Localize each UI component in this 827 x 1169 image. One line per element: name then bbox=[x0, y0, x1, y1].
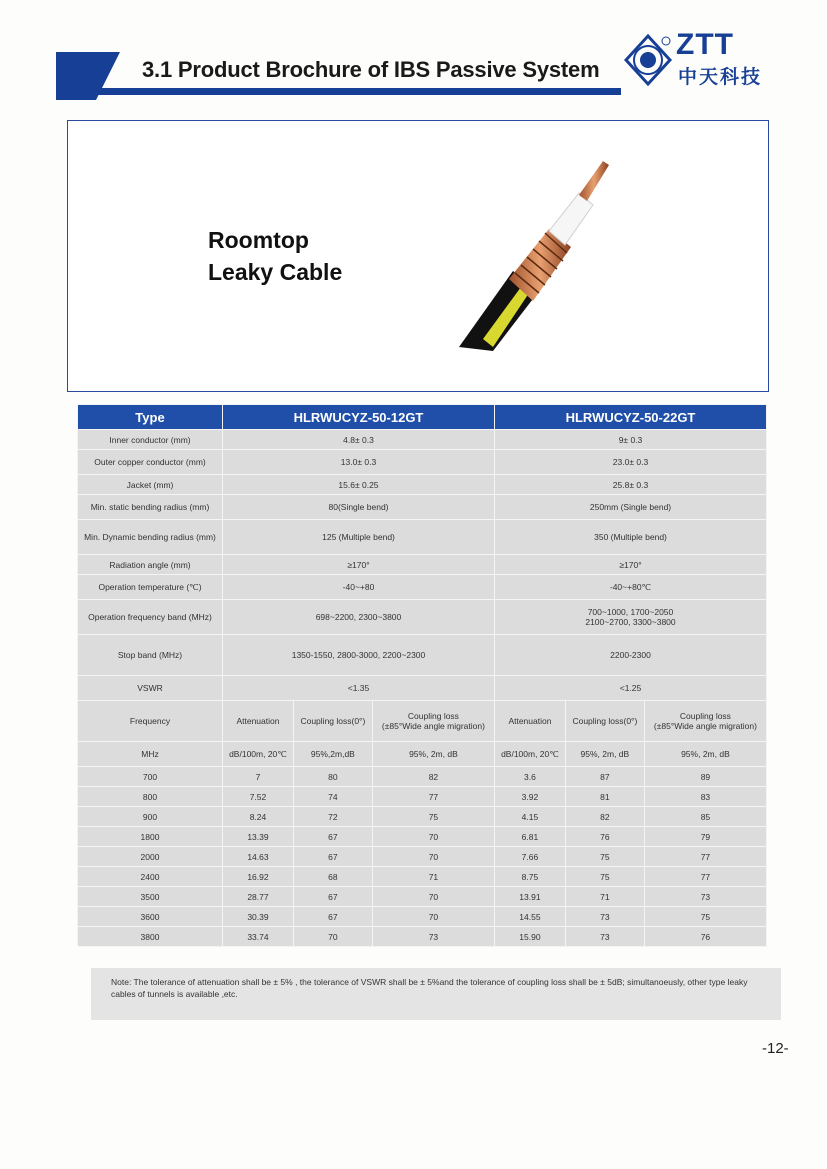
type-header: Type bbox=[78, 405, 223, 430]
cell-a-att: 16.92 bbox=[223, 867, 294, 887]
spec-value-b: <1.25 bbox=[494, 676, 766, 701]
model-b-header: HLRWUCYZ-50-22GT bbox=[494, 405, 766, 430]
cell-b-att: 8.75 bbox=[494, 867, 565, 887]
spec-value-a: 125 (Multiple bend) bbox=[223, 520, 495, 555]
spec-value-a: 4.8± 0.3 bbox=[223, 430, 495, 450]
units-att-b: dB/100m, 20℃ bbox=[494, 742, 565, 767]
cell-b-clw: 79 bbox=[644, 827, 766, 847]
cell-a-cl: 72 bbox=[293, 807, 372, 827]
spec-label: Operation temperature (℃) bbox=[78, 575, 223, 600]
cell-a-att: 13.39 bbox=[223, 827, 294, 847]
units-label: MHz bbox=[78, 742, 223, 767]
spec-label: Stop band (MHz) bbox=[78, 635, 223, 676]
units-att-a: dB/100m, 20℃ bbox=[223, 742, 294, 767]
cell-b-clw: 75 bbox=[644, 907, 766, 927]
clw-line1: Coupling loss bbox=[679, 711, 731, 721]
spec-value-a: ≥170° bbox=[223, 555, 495, 575]
cell-a-cl: 74 bbox=[293, 787, 372, 807]
cell-a-cl: 67 bbox=[293, 827, 372, 847]
cell-f: 3600 bbox=[78, 907, 223, 927]
cell-a-clw: 70 bbox=[372, 847, 494, 867]
frequency-header: Frequency bbox=[78, 701, 223, 742]
cell-a-clw: 75 bbox=[372, 807, 494, 827]
frequency-row bbox=[78, 927, 767, 947]
units-clw-a: 95%, 2m, dB bbox=[372, 742, 494, 767]
cell-b-att: 6.81 bbox=[494, 827, 565, 847]
cell-a-clw: 73 bbox=[372, 927, 494, 947]
coupling-loss-header-a: Coupling loss(0°) bbox=[293, 701, 372, 742]
cell-f: 2400 bbox=[78, 867, 223, 887]
cell-a-cl: 67 bbox=[293, 887, 372, 907]
tolerance-note: Note: The tolerance of attenuation shall be ± 5% , the tolerance of VSWR shall be ± 5%and the tolerance of coupling loss shall be ± 5dB; simultanoeusly, other type leaky cables of tunnels is available ,etc. bbox=[111, 977, 748, 999]
cell-f: 3500 bbox=[78, 887, 223, 907]
units-clw-b: 95%, 2m, dB bbox=[644, 742, 766, 767]
attenuation-header-b: Attenuation bbox=[494, 701, 565, 742]
spec-value-a: -40~+80 bbox=[223, 575, 495, 600]
cell-b-clw: 73 bbox=[644, 887, 766, 907]
frequency-row bbox=[78, 887, 767, 907]
attenuation-header-a: Attenuation bbox=[223, 701, 294, 742]
cell-b-clw: 77 bbox=[644, 847, 766, 867]
spec-label: Operation frequency band (MHz) bbox=[78, 600, 223, 635]
clw-line1: Coupling loss bbox=[407, 711, 459, 721]
cell-f: 3800 bbox=[78, 927, 223, 947]
spec-value-b: 350 (Multiple bend) bbox=[494, 520, 766, 555]
cell-b-cl: 73 bbox=[565, 907, 644, 927]
product-name bbox=[208, 224, 342, 288]
cell-f: 700 bbox=[78, 767, 223, 787]
cell-a-cl: 68 bbox=[293, 867, 372, 887]
model-a-header: HLRWUCYZ-50-12GT bbox=[223, 405, 495, 430]
logo-text: ZTT bbox=[676, 28, 734, 61]
cell-a-cl: 67 bbox=[293, 847, 372, 867]
cell-a-cl: 70 bbox=[293, 927, 372, 947]
frequency-row bbox=[78, 767, 767, 787]
spec-label: Outer copper conductor (mm) bbox=[78, 450, 223, 475]
spec-value-b: 25.8± 0.3 bbox=[494, 475, 766, 495]
cell-b-att: 3.92 bbox=[494, 787, 565, 807]
spec-value-a: 698~2200, 2300~3800 bbox=[223, 600, 495, 635]
cell-a-cl: 67 bbox=[293, 907, 372, 927]
cell-b-cl: 75 bbox=[565, 867, 644, 887]
coupling-loss-wide-header-a bbox=[372, 701, 494, 742]
spec-value-a: 15.6± 0.25 bbox=[223, 475, 495, 495]
frequency-row bbox=[78, 807, 767, 827]
spec-label: Min. Dynamic bending radius (mm) bbox=[78, 520, 223, 555]
cell-a-clw: 70 bbox=[372, 827, 494, 847]
cell-b-att: 14.55 bbox=[494, 907, 565, 927]
cell-a-clw: 77 bbox=[372, 787, 494, 807]
frequency-row bbox=[78, 907, 767, 927]
cell-b-cl: 75 bbox=[565, 847, 644, 867]
cell-b-att: 7.66 bbox=[494, 847, 565, 867]
frequency-row bbox=[78, 867, 767, 887]
cell-b-att: 4.15 bbox=[494, 807, 565, 827]
product-name-line1: Roomtop bbox=[208, 227, 309, 253]
cell-b-clw: 83 bbox=[644, 787, 766, 807]
spec-value-a: <1.35 bbox=[223, 676, 495, 701]
cell-f: 900 bbox=[78, 807, 223, 827]
cell-a-att: 28.77 bbox=[223, 887, 294, 907]
frequency-row bbox=[78, 847, 767, 867]
cell-f: 1800 bbox=[78, 827, 223, 847]
cell-b-cl: 81 bbox=[565, 787, 644, 807]
spec-value-b: 23.0± 0.3 bbox=[494, 450, 766, 475]
cell-a-att: 14.63 bbox=[223, 847, 294, 867]
clw-line2: (±85°Wide angle migration) bbox=[381, 721, 485, 731]
spec-value-b: ≥170° bbox=[494, 555, 766, 575]
note-box bbox=[91, 968, 781, 1020]
cell-b-att: 15.90 bbox=[494, 927, 565, 947]
spec-value-b: 250mm (Single bend) bbox=[494, 495, 766, 520]
cell-b-cl: 73 bbox=[565, 927, 644, 947]
cell-b-cl: 76 bbox=[565, 827, 644, 847]
product-image-box bbox=[67, 120, 769, 392]
spec-value-b: 9± 0.3 bbox=[494, 430, 766, 450]
cell-b-clw: 77 bbox=[644, 867, 766, 887]
spec-value-a: 1350-1550, 2800-3000, 2200~2300 bbox=[223, 635, 495, 676]
coupling-loss-header-b: Coupling loss(0°) bbox=[565, 701, 644, 742]
cell-b-cl: 87 bbox=[565, 767, 644, 787]
frequency-rows bbox=[78, 767, 767, 947]
page-title: 3.1 Product Brochure of IBS Passive System bbox=[142, 57, 600, 82]
cell-b-clw: 85 bbox=[644, 807, 766, 827]
cell-b-clw: 89 bbox=[644, 767, 766, 787]
cell-b-att: 13.91 bbox=[494, 887, 565, 907]
cell-b-att: 3.6 bbox=[494, 767, 565, 787]
header-underline bbox=[56, 88, 621, 95]
cell-f: 800 bbox=[78, 787, 223, 807]
spec-value-b: 2200-2300 bbox=[494, 635, 766, 676]
spec-value-a: 80(Single bend) bbox=[223, 495, 495, 520]
frequency-row bbox=[78, 787, 767, 807]
spec-label: Min. static bending radius (mm) bbox=[78, 495, 223, 520]
cell-a-cl: 80 bbox=[293, 767, 372, 787]
product-name-line2: Leaky Cable bbox=[208, 259, 343, 285]
spec-value-a: 13.0± 0.3 bbox=[223, 450, 495, 475]
leaky-cable-illustration bbox=[453, 151, 633, 351]
spec-value-b: -40~+80℃ bbox=[494, 575, 766, 600]
clw-line2: (±85°Wide angle migration) bbox=[653, 721, 757, 731]
cell-a-att: 33.74 bbox=[223, 927, 294, 947]
cell-a-att: 8.24 bbox=[223, 807, 294, 827]
coupling-loss-wide-header-b bbox=[644, 701, 766, 742]
cell-a-att: 30.39 bbox=[223, 907, 294, 927]
frequency-row bbox=[78, 827, 767, 847]
cell-f: 2000 bbox=[78, 847, 223, 867]
cell-a-att: 7 bbox=[223, 767, 294, 787]
units-cl-a: 95%,2m,dB bbox=[293, 742, 372, 767]
spec-label: Jacket (mm) bbox=[78, 475, 223, 495]
logo-chinese-text: 中天科技 bbox=[678, 67, 763, 88]
cell-a-att: 7.52 bbox=[223, 787, 294, 807]
spec-value-b: 700~1000, 1700~2050 2100~2700, 3300~3800 bbox=[494, 600, 766, 635]
cell-b-cl: 82 bbox=[565, 807, 644, 827]
spec-label: VSWR bbox=[78, 676, 223, 701]
spec-label: Radiation angle (mm) bbox=[78, 555, 223, 575]
spec-label: Inner conductor (mm) bbox=[78, 430, 223, 450]
cell-a-clw: 82 bbox=[372, 767, 494, 787]
cell-a-clw: 70 bbox=[372, 907, 494, 927]
spec-table bbox=[77, 404, 767, 947]
page-number: -12- bbox=[762, 1040, 789, 1057]
units-cl-b: 95%, 2m, dB bbox=[565, 742, 644, 767]
cell-b-cl: 71 bbox=[565, 887, 644, 907]
cell-a-clw: 71 bbox=[372, 867, 494, 887]
cell-a-clw: 70 bbox=[372, 887, 494, 907]
cell-b-clw: 76 bbox=[644, 927, 766, 947]
